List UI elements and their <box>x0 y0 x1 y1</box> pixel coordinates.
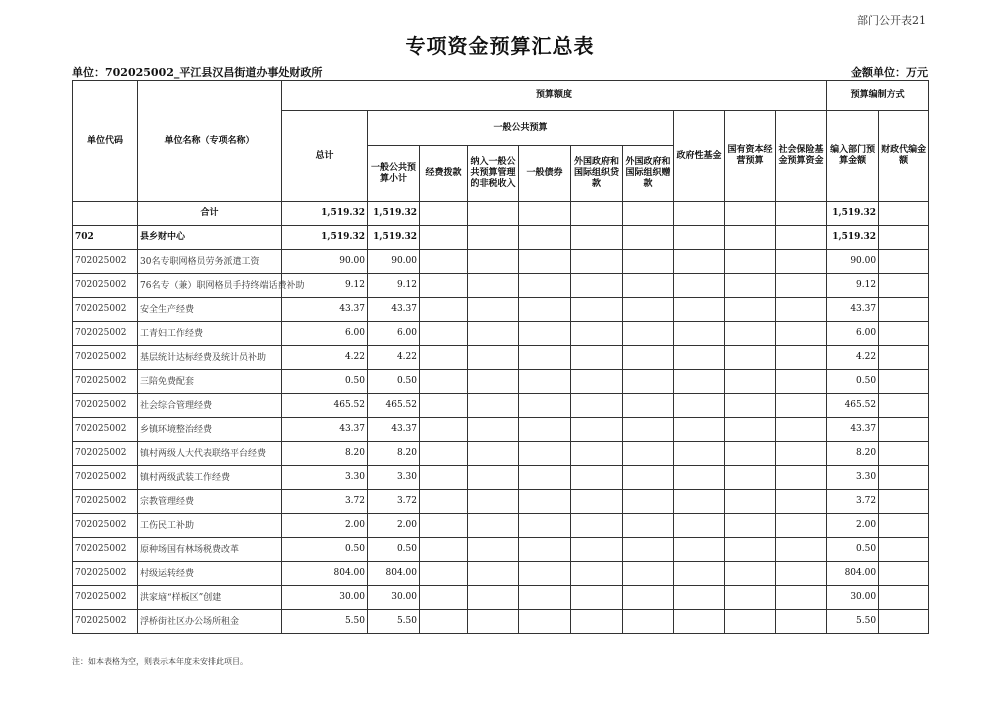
empty-cell <box>420 514 468 538</box>
empty-cell <box>725 298 776 322</box>
empty-cell <box>623 610 674 634</box>
row-subtotal: 30.00 <box>368 586 420 610</box>
empty-cell <box>725 490 776 514</box>
row-code: 702025002 <box>73 562 138 586</box>
amount-unit: 金额单位：万元 <box>851 66 928 79</box>
total-code-cell <box>73 202 138 226</box>
empty-cell <box>725 370 776 394</box>
row-subtotal: 43.37 <box>368 298 420 322</box>
empty-cell <box>519 466 571 490</box>
row-total: 6.00 <box>282 322 368 346</box>
empty-cell <box>879 394 929 418</box>
row-name: 工伤民工补助 <box>138 514 282 538</box>
empty-cell <box>571 202 623 226</box>
empty-cell <box>776 586 827 610</box>
empty-cell <box>674 586 725 610</box>
row-code: 702025002 <box>73 610 138 634</box>
table-row <box>73 250 929 274</box>
empty-cell <box>468 370 519 394</box>
empty-cell <box>420 346 468 370</box>
row-subtotal: 0.50 <box>368 370 420 394</box>
empty-cell <box>725 514 776 538</box>
group-subtotal: 1,519.32 <box>368 226 420 250</box>
header-total: 总计 <box>282 111 368 202</box>
empty-cell <box>725 346 776 370</box>
empty-cell <box>879 370 929 394</box>
empty-cell <box>519 562 571 586</box>
row-dept: 43.37 <box>827 418 879 442</box>
empty-cell <box>879 226 929 250</box>
empty-cell <box>776 610 827 634</box>
header-unit-code: 单位代码 <box>73 81 138 202</box>
empty-cell <box>468 226 519 250</box>
empty-cell <box>725 250 776 274</box>
empty-cell <box>571 418 623 442</box>
header-non-tax: 纳入一般公共预算管理的非税收入 <box>468 146 519 202</box>
empty-cell <box>571 346 623 370</box>
empty-cell <box>674 322 725 346</box>
row-total: 0.50 <box>282 370 368 394</box>
row-total: 43.37 <box>282 298 368 322</box>
empty-cell <box>420 250 468 274</box>
table-row <box>73 514 929 538</box>
row-name: 原种场国有林场税费改革 <box>138 538 282 562</box>
footnote: 注：如本表格为空，则表示本年度未安排此项目。 <box>72 657 248 666</box>
row-name: 镇村两级武装工作经费 <box>138 466 282 490</box>
empty-cell <box>674 346 725 370</box>
empty-cell <box>571 394 623 418</box>
empty-cell <box>420 394 468 418</box>
empty-cell <box>674 298 725 322</box>
empty-cell <box>420 370 468 394</box>
empty-cell <box>420 490 468 514</box>
empty-cell <box>674 490 725 514</box>
empty-cell <box>879 418 929 442</box>
empty-cell <box>879 274 929 298</box>
row-code: 702025002 <box>73 298 138 322</box>
empty-cell <box>725 538 776 562</box>
empty-cell <box>571 490 623 514</box>
row-name: 宗教管理经费 <box>138 490 282 514</box>
empty-cell <box>674 250 725 274</box>
budget-table <box>72 80 929 634</box>
empty-cell <box>674 562 725 586</box>
row-name: 基层统计达标经费及统计员补助 <box>138 346 282 370</box>
row-dept: 5.50 <box>827 610 879 634</box>
row-dept: 2.00 <box>827 514 879 538</box>
table-row <box>73 346 929 370</box>
empty-cell <box>519 202 571 226</box>
empty-cell <box>623 394 674 418</box>
unit-label: 单位：702025002_平江县汉昌街道办事处财政所 <box>72 66 323 79</box>
row-subtotal: 3.72 <box>368 490 420 514</box>
empty-cell <box>879 202 929 226</box>
row-dept: 8.20 <box>827 442 879 466</box>
empty-cell <box>420 274 468 298</box>
empty-cell <box>571 274 623 298</box>
empty-cell <box>519 442 571 466</box>
empty-cell <box>879 562 929 586</box>
empty-cell <box>879 346 929 370</box>
empty-cell <box>776 250 827 274</box>
empty-cell <box>623 538 674 562</box>
empty-cell <box>776 202 827 226</box>
row-name: 三陪免费配套 <box>138 370 282 394</box>
row-total: 5.50 <box>282 610 368 634</box>
row-subtotal: 804.00 <box>368 562 420 586</box>
empty-cell <box>623 298 674 322</box>
group-total: 1,519.32 <box>282 226 368 250</box>
empty-cell <box>879 250 929 274</box>
empty-cell <box>468 250 519 274</box>
empty-cell <box>420 562 468 586</box>
empty-cell <box>519 514 571 538</box>
empty-cell <box>468 346 519 370</box>
header-foreign-grants: 外国政府和国际组织赠款 <box>623 146 674 202</box>
table-row <box>73 370 929 394</box>
empty-cell <box>519 610 571 634</box>
empty-cell <box>420 418 468 442</box>
empty-cell <box>468 466 519 490</box>
row-name: 村级运转经费 <box>138 562 282 586</box>
empty-cell <box>674 394 725 418</box>
empty-cell <box>674 442 725 466</box>
empty-cell <box>519 394 571 418</box>
empty-cell <box>571 442 623 466</box>
empty-cell <box>571 370 623 394</box>
empty-cell <box>776 274 827 298</box>
row-code: 702025002 <box>73 514 138 538</box>
empty-cell <box>674 538 725 562</box>
row-name: 镇村两级人大代表联络平台经费 <box>138 442 282 466</box>
row-dept: 6.00 <box>827 322 879 346</box>
row-code: 702025002 <box>73 346 138 370</box>
total-subtotal: 1,519.32 <box>368 202 420 226</box>
group-row <box>73 226 929 250</box>
row-dept: 4.22 <box>827 346 879 370</box>
empty-cell <box>420 538 468 562</box>
empty-cell <box>674 418 725 442</box>
page-title: 专项资金预算汇总表 <box>405 34 595 58</box>
empty-cell <box>776 346 827 370</box>
empty-cell <box>468 610 519 634</box>
row-name: 浮桥街社区办公场所租金 <box>138 610 282 634</box>
row-subtotal: 43.37 <box>368 418 420 442</box>
empty-cell <box>519 250 571 274</box>
empty-cell <box>468 586 519 610</box>
row-name: 洪家垴“样板区”创建 <box>138 586 282 610</box>
table-row <box>73 442 929 466</box>
empty-cell <box>776 514 827 538</box>
empty-cell <box>420 322 468 346</box>
header-foreign-loans: 外国政府和国际组织贷款 <box>571 146 623 202</box>
empty-cell <box>519 490 571 514</box>
header-budget-amount: 预算额度 <box>282 81 827 111</box>
empty-cell <box>623 322 674 346</box>
table-row <box>73 538 929 562</box>
empty-cell <box>571 250 623 274</box>
empty-cell <box>776 370 827 394</box>
empty-cell <box>420 466 468 490</box>
row-name: 76名专（兼）职网格员手持终端话费补助 <box>138 274 282 298</box>
empty-cell <box>623 490 674 514</box>
header-subtotal: 一般公共预算小计 <box>368 146 420 202</box>
table-row <box>73 586 929 610</box>
page-tag: 部门公开表21 <box>857 14 926 27</box>
row-dept: 30.00 <box>827 586 879 610</box>
empty-cell <box>519 226 571 250</box>
header-dept-budget: 编入部门预算金额 <box>827 111 879 202</box>
empty-cell <box>776 394 827 418</box>
row-dept: 465.52 <box>827 394 879 418</box>
row-code: 702025002 <box>73 274 138 298</box>
row-dept: 9.12 <box>827 274 879 298</box>
table-row <box>73 274 929 298</box>
row-dept: 804.00 <box>827 562 879 586</box>
empty-cell <box>623 514 674 538</box>
row-total: 43.37 <box>282 418 368 442</box>
empty-cell <box>571 562 623 586</box>
empty-cell <box>623 418 674 442</box>
header-unit-name: 单位名称（专项名称） <box>138 81 282 202</box>
row-code: 702025002 <box>73 442 138 466</box>
row-code: 702025002 <box>73 538 138 562</box>
empty-cell <box>468 418 519 442</box>
row-subtotal: 2.00 <box>368 514 420 538</box>
row-dept: 3.72 <box>827 490 879 514</box>
empty-cell <box>776 490 827 514</box>
empty-cell <box>725 442 776 466</box>
empty-cell <box>776 322 827 346</box>
row-code: 702025002 <box>73 322 138 346</box>
empty-cell <box>879 586 929 610</box>
header-funding: 经费拨款 <box>420 146 468 202</box>
row-code: 702025002 <box>73 466 138 490</box>
empty-cell <box>571 538 623 562</box>
empty-cell <box>674 202 725 226</box>
empty-cell <box>468 274 519 298</box>
header-budget-method: 预算编制方式 <box>827 81 929 111</box>
group-name: 县乡财中心 <box>138 226 282 250</box>
empty-cell <box>725 322 776 346</box>
empty-cell <box>725 562 776 586</box>
row-code: 702025002 <box>73 370 138 394</box>
empty-cell <box>776 298 827 322</box>
empty-cell <box>725 226 776 250</box>
header-general-public: 一般公共预算 <box>368 111 674 146</box>
empty-cell <box>776 466 827 490</box>
empty-cell <box>674 370 725 394</box>
row-subtotal: 4.22 <box>368 346 420 370</box>
empty-cell <box>879 322 929 346</box>
empty-cell <box>571 610 623 634</box>
empty-cell <box>519 418 571 442</box>
empty-cell <box>468 394 519 418</box>
header-fiscal-agency: 财政代编金额 <box>879 111 929 202</box>
row-dept: 0.50 <box>827 538 879 562</box>
row-total: 9.12 <box>282 274 368 298</box>
empty-cell <box>519 298 571 322</box>
empty-cell <box>623 442 674 466</box>
row-subtotal: 465.52 <box>368 394 420 418</box>
row-subtotal: 9.12 <box>368 274 420 298</box>
empty-cell <box>623 466 674 490</box>
header-general-bond: 一般债券 <box>519 146 571 202</box>
row-name: 工青妇工作经费 <box>138 322 282 346</box>
row-name: 30名专职网格员劳务派遣工资 <box>138 250 282 274</box>
header-state-capital: 国有资本经营预算 <box>725 111 776 202</box>
empty-cell <box>623 250 674 274</box>
empty-cell <box>674 466 725 490</box>
table-row <box>73 562 929 586</box>
row-subtotal: 6.00 <box>368 322 420 346</box>
row-code: 702025002 <box>73 586 138 610</box>
empty-cell <box>879 490 929 514</box>
table-row <box>73 322 929 346</box>
row-total: 3.72 <box>282 490 368 514</box>
empty-cell <box>468 322 519 346</box>
empty-cell <box>519 370 571 394</box>
empty-cell <box>420 586 468 610</box>
empty-cell <box>468 202 519 226</box>
empty-cell <box>420 442 468 466</box>
empty-cell <box>519 322 571 346</box>
empty-cell <box>571 586 623 610</box>
empty-cell <box>725 418 776 442</box>
empty-cell <box>879 538 929 562</box>
empty-cell <box>519 586 571 610</box>
empty-cell <box>571 226 623 250</box>
empty-cell <box>879 466 929 490</box>
empty-cell <box>776 418 827 442</box>
row-code: 702025002 <box>73 418 138 442</box>
row-subtotal: 3.30 <box>368 466 420 490</box>
row-total: 90.00 <box>282 250 368 274</box>
row-subtotal: 90.00 <box>368 250 420 274</box>
total-total: 1,519.32 <box>282 202 368 226</box>
row-total: 2.00 <box>282 514 368 538</box>
empty-cell <box>519 346 571 370</box>
empty-cell <box>468 442 519 466</box>
empty-cell <box>674 226 725 250</box>
empty-cell <box>519 274 571 298</box>
empty-cell <box>725 394 776 418</box>
empty-cell <box>623 562 674 586</box>
empty-cell <box>571 514 623 538</box>
row-subtotal: 0.50 <box>368 538 420 562</box>
empty-cell <box>623 274 674 298</box>
empty-cell <box>571 322 623 346</box>
row-dept: 3.30 <box>827 466 879 490</box>
empty-cell <box>725 586 776 610</box>
empty-cell <box>725 202 776 226</box>
empty-cell <box>776 442 827 466</box>
empty-cell <box>725 610 776 634</box>
empty-cell <box>879 514 929 538</box>
row-dept: 0.50 <box>827 370 879 394</box>
table-row <box>73 610 929 634</box>
row-name: 安全生产经费 <box>138 298 282 322</box>
row-code: 702025002 <box>73 250 138 274</box>
empty-cell <box>725 274 776 298</box>
empty-cell <box>879 442 929 466</box>
empty-cell <box>623 202 674 226</box>
row-total: 8.20 <box>282 442 368 466</box>
row-subtotal: 8.20 <box>368 442 420 466</box>
empty-cell <box>420 610 468 634</box>
empty-cell <box>420 298 468 322</box>
empty-cell <box>879 298 929 322</box>
empty-cell <box>674 274 725 298</box>
empty-cell <box>623 370 674 394</box>
empty-cell <box>468 514 519 538</box>
empty-cell <box>468 490 519 514</box>
empty-cell <box>879 610 929 634</box>
empty-cell <box>776 538 827 562</box>
row-subtotal: 5.50 <box>368 610 420 634</box>
empty-cell <box>623 226 674 250</box>
table-row <box>73 298 929 322</box>
header-gov-fund: 政府性基金 <box>674 111 725 202</box>
total-dept: 1,519.32 <box>827 202 879 226</box>
empty-cell <box>571 466 623 490</box>
table-row <box>73 394 929 418</box>
row-name: 乡镇环境整治经费 <box>138 418 282 442</box>
row-code: 702025002 <box>73 490 138 514</box>
group-dept: 1,519.32 <box>827 226 879 250</box>
empty-cell <box>468 298 519 322</box>
empty-cell <box>623 586 674 610</box>
empty-cell <box>674 514 725 538</box>
total-row <box>73 202 929 226</box>
empty-cell <box>776 226 827 250</box>
row-total: 465.52 <box>282 394 368 418</box>
row-total: 804.00 <box>282 562 368 586</box>
empty-cell <box>571 298 623 322</box>
empty-cell <box>420 226 468 250</box>
row-total: 4.22 <box>282 346 368 370</box>
empty-cell <box>623 346 674 370</box>
empty-cell <box>420 202 468 226</box>
row-total: 30.00 <box>282 586 368 610</box>
table-row <box>73 490 929 514</box>
table-row <box>73 466 929 490</box>
group-code: 702 <box>73 226 138 250</box>
row-dept: 43.37 <box>827 298 879 322</box>
total-label: 合计 <box>138 202 282 226</box>
empty-cell <box>519 538 571 562</box>
empty-cell <box>776 562 827 586</box>
row-dept: 90.00 <box>827 250 879 274</box>
row-name: 社会综合管理经费 <box>138 394 282 418</box>
table-row <box>73 418 929 442</box>
empty-cell <box>725 466 776 490</box>
empty-cell <box>674 610 725 634</box>
empty-cell <box>468 538 519 562</box>
empty-cell <box>468 562 519 586</box>
header-social-security: 社会保险基金预算资金 <box>776 111 827 202</box>
row-total: 3.30 <box>282 466 368 490</box>
row-code: 702025002 <box>73 394 138 418</box>
row-total: 0.50 <box>282 538 368 562</box>
